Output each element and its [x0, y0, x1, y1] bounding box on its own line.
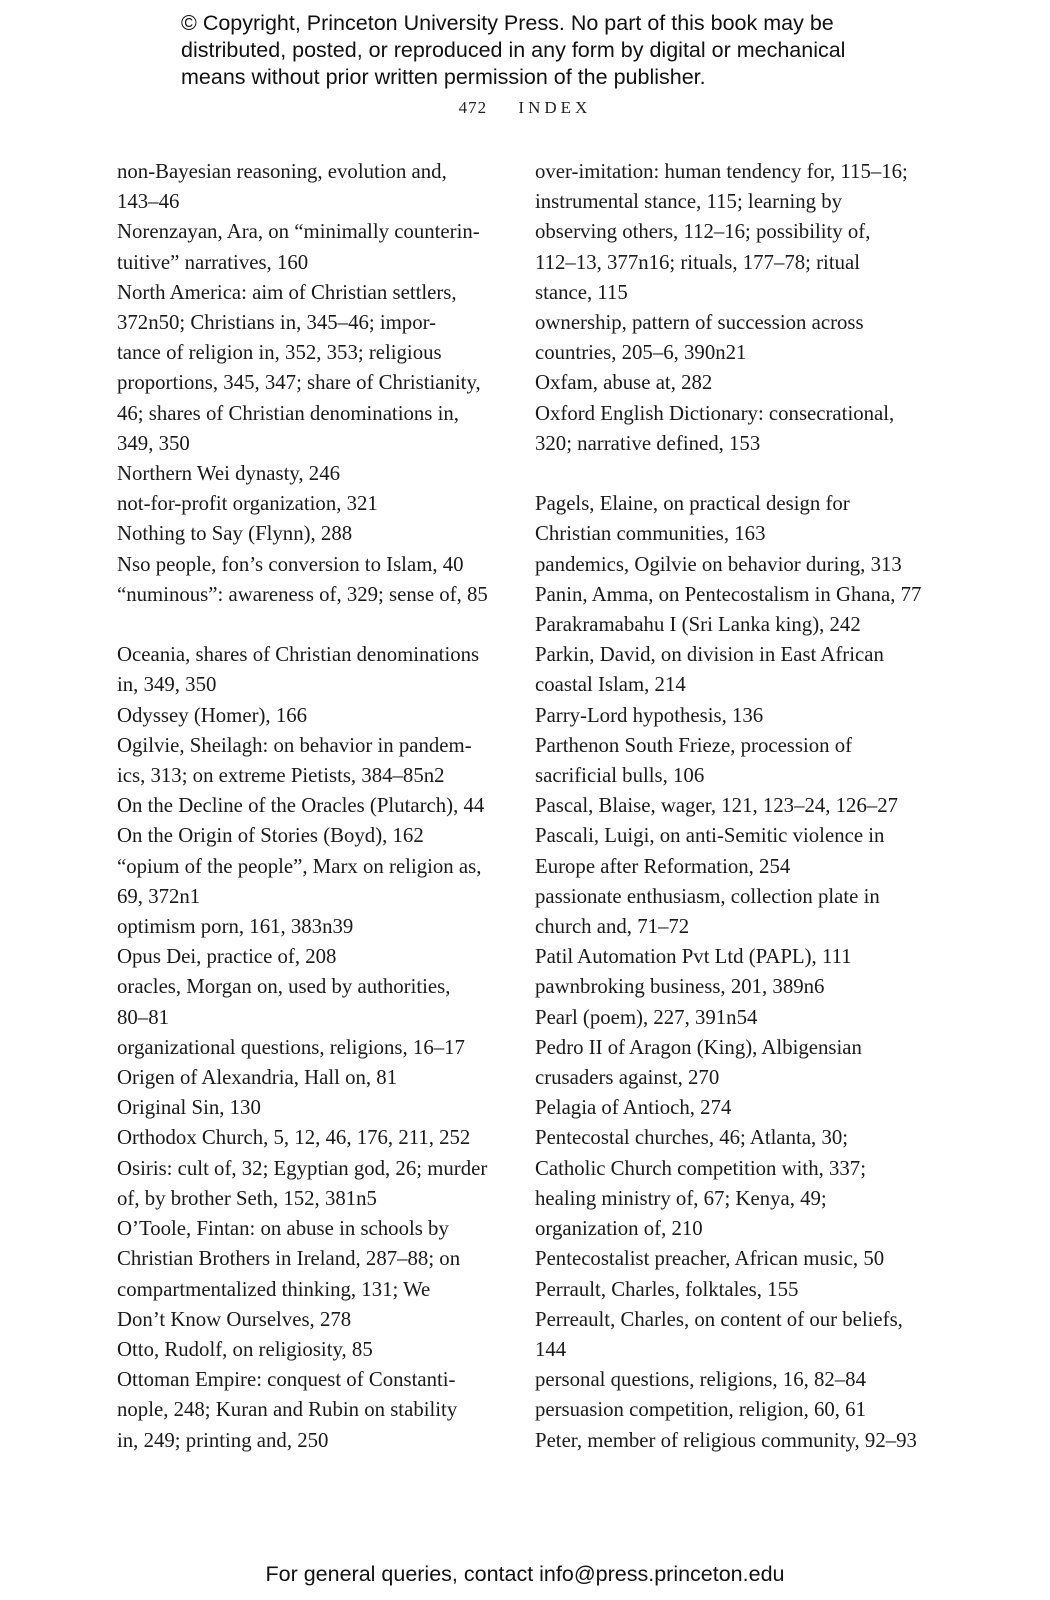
index-entry — [535, 1305, 930, 1365]
index-entry-line: 69, 372n1 — [117, 884, 201, 908]
copyright-line: distributed, posted, or reproduced in any form by digital or mechanical — [181, 38, 846, 62]
index-entry-line: “opium of the people”, Marx on religion as, — [117, 854, 482, 878]
index-entry — [535, 489, 930, 549]
index-entry-line: Peter, member of religious community, 92–93 — [535, 1428, 917, 1452]
index-entry-line: Nso people, fon’s conversion to Islam, 40 — [117, 552, 464, 576]
index-entry-line: observing others, 112–16; possibility of, — [535, 220, 871, 244]
index-entry-line: 144 — [535, 1337, 567, 1361]
index-entry — [535, 1365, 930, 1395]
index-entry — [117, 278, 495, 459]
index-entry-line: passionate enthusiasm, collection plate in — [535, 884, 880, 908]
index-entry-line: Ogilvie, Sheilagh: on behavior in pandem- — [117, 733, 472, 757]
index-entry — [535, 882, 930, 942]
index-entry — [535, 942, 930, 972]
index-entry-line: Catholic Church competition with, 337; — [535, 1156, 866, 1180]
index-entry — [117, 1093, 495, 1123]
index-entry — [117, 1063, 495, 1093]
index-entry-line: Oxfam, abuse at, 282 — [535, 371, 713, 395]
index-entry — [117, 972, 495, 1032]
index-entry-line: Pedro II of Aragon (King), Albigensian — [535, 1035, 862, 1059]
index-entry-line: Osiris: cult of, 32; Egyptian god, 26; murder — [117, 1156, 488, 1180]
contact-footer: For general queries, contact info@press.princeton.edu — [265, 1562, 785, 1586]
index-entry — [117, 791, 495, 821]
index-entry — [117, 489, 495, 519]
index-entry — [535, 610, 930, 640]
index-entry-line: of, by brother Seth, 152, 381n5 — [117, 1186, 377, 1210]
index-entry-line: not-for-profit organization, 321 — [117, 492, 378, 516]
index-entry-line: healing ministry of, 67; Kenya, 49; — [535, 1186, 827, 1210]
index-entry-line: proportions, 345, 347; share of Christianity, — [117, 371, 481, 395]
index-entry-line: On the Origin of Stories (Boyd), 162 — [117, 824, 424, 848]
running-head — [0, 98, 1050, 118]
index-entry-line: Pentecostal churches, 46; Atlanta, 30; — [535, 1126, 849, 1150]
index-entry — [117, 217, 495, 277]
index-entry-line: personal questions, religions, 16, 82–84 — [535, 1368, 866, 1392]
index-entry — [117, 1335, 495, 1365]
index-entry-line: tuitive” narratives, 160 — [117, 250, 309, 274]
index-entry-line: Christian Brothers in Ireland, 287–88; on — [117, 1247, 461, 1271]
index-entry — [535, 791, 930, 821]
index-entry — [535, 1426, 930, 1456]
index-entry-line: Oceania, shares of Christian denominations — [117, 643, 480, 667]
index-entry-line: 80–81 — [117, 1005, 169, 1029]
index-entry-line: Oxford English Dictionary: consecrational, — [535, 401, 895, 425]
index-entry-line: countries, 205–6, 390n21 — [535, 341, 747, 365]
section-title: INDEX — [518, 98, 592, 117]
index-entry — [535, 1275, 930, 1305]
copyright-notice — [181, 10, 901, 91]
index-entry — [117, 519, 495, 549]
index-entry-line: 349, 350 — [117, 431, 190, 455]
index-entry-line: North America: aim of Christian settlers, — [117, 280, 457, 304]
index-entry-line: Europe after Reformation, 254 — [535, 854, 791, 878]
index-entry-line: tance of religion in, 352, 353; religious — [117, 341, 442, 365]
index-entry-line: Patil Automation Pvt Ltd (PAPL), 111 — [535, 945, 852, 969]
index-entry — [117, 1154, 495, 1214]
index-entry-line: persuasion competition, religion, 60, 61 — [535, 1398, 866, 1422]
index-entry-line: 112–13, 377n16; rituals, 177–78; ritual — [535, 250, 861, 274]
index-column-left — [117, 157, 495, 1456]
index-entry-line: Christian communities, 163 — [535, 522, 766, 546]
index-entry — [535, 640, 930, 700]
index-entry — [117, 550, 495, 580]
index-entry-line: 320; narrative defined, 153 — [535, 431, 761, 455]
index-entry — [535, 1033, 930, 1093]
index-entry-line: Parkin, David, on division in East African — [535, 643, 884, 667]
index-entry-line: Pelagia of Antioch, 274 — [535, 1096, 732, 1120]
index-entry — [117, 640, 495, 700]
index-entry-line: Pentecostalist preacher, African music, 50 — [535, 1247, 885, 1271]
copyright-line: © Copyright, Princeton University Press. No part of this book may be — [181, 11, 834, 35]
index-entry — [535, 399, 930, 459]
index-entry — [117, 459, 495, 489]
index-entry-line: optimism porn, 161, 383n39 — [117, 915, 354, 939]
index-entry — [535, 821, 930, 881]
index-entry-line: “numinous”: awareness of, 329; sense of, 85 — [117, 582, 488, 606]
index-entry — [117, 1214, 495, 1335]
index-entry — [535, 157, 930, 308]
index-entry-line: Don’t Know Ourselves, 278 — [117, 1307, 352, 1331]
index-entry-line: ownership, pattern of succession across — [535, 311, 864, 335]
index-entry-line: Parakramabahu I (Sri Lanka king), 242 — [535, 613, 861, 637]
index-entry-line: Original Sin, 130 — [117, 1096, 261, 1120]
index-entry — [535, 1123, 930, 1244]
index-entry — [117, 580, 495, 610]
copyright-line: means without prior written permission of the publisher. — [181, 65, 706, 89]
index-entry-line: organization of, 210 — [535, 1217, 703, 1241]
index-entry — [535, 1003, 930, 1033]
index-entry-line: Ottoman Empire: conquest of Constanti- — [117, 1368, 456, 1392]
index-entry-line: crusaders against, 270 — [535, 1066, 720, 1090]
index-entry-line: Orthodox Church, 5, 12, 46, 176, 211, 252 — [117, 1126, 471, 1150]
index-entry-line: Parthenon South Frieze, procession of — [535, 733, 853, 757]
index-entry — [535, 1093, 930, 1123]
index-entry — [117, 942, 495, 972]
index-entry — [535, 550, 930, 580]
index-entry-line: nople, 248; Kuran and Rubin on stability — [117, 1398, 458, 1422]
index-entry-line: Panin, Amma, on Pentecostalism in Ghana, 77 — [535, 582, 922, 606]
index-column-right — [535, 157, 930, 1456]
letter-group-gap — [535, 459, 930, 489]
letter-group-gap — [117, 610, 495, 640]
index-entry — [535, 701, 930, 731]
index-entry-line: oracles, Morgan on, used by authorities, — [117, 975, 451, 999]
index-entry-line: over-imitation: human tendency for, 115–16; — [535, 160, 908, 183]
index-entry-line: coastal Islam, 214 — [535, 673, 686, 697]
index-entry — [117, 912, 495, 942]
index-entry — [117, 1365, 495, 1456]
index-entry-line: non-Bayesian reasoning, evolution and, — [117, 160, 447, 183]
page-number: 472 — [458, 98, 488, 117]
index-entry-line: in, 249; printing and, 250 — [117, 1428, 329, 1452]
index-entry-line: stance, 115 — [535, 280, 628, 304]
index-entry-line: organizational questions, religions, 16–17 — [117, 1035, 465, 1059]
index-entry-line: compartmentalized thinking, 131; We — [117, 1277, 431, 1301]
index-entry-line: Pearl (poem), 227, 391n54 — [535, 1005, 758, 1029]
index-entry-line: Pascali, Luigi, on anti-Semitic violence in — [535, 824, 885, 848]
index-entry-line: 372n50; Christians in, 345–46; impor- — [117, 311, 437, 335]
index-entry-line: Norenzayan, Ara, on “minimally counterin- — [117, 220, 480, 244]
index-entry — [535, 368, 930, 398]
index-entry-line: Perreault, Charles, on content of our beliefs, — [535, 1307, 903, 1331]
index-entry-line: O’Toole, Fintan: on abuse in schools by — [117, 1217, 449, 1241]
index-entry-line: pandemics, Ogilvie on behavior during, 313 — [535, 552, 902, 576]
index-entry — [535, 1395, 930, 1425]
index-entry-line: Otto, Rudolf, on religiosity, 85 — [117, 1337, 373, 1361]
index-entry-line: Perrault, Charles, folktales, 155 — [535, 1277, 799, 1301]
index-entry — [117, 852, 495, 912]
index-entry — [117, 1033, 495, 1063]
index-entry-line: pawnbroking business, 201, 389n6 — [535, 975, 825, 999]
index-entry-line: sacrificial bulls, 106 — [535, 764, 705, 788]
index-entry-line: church and, 71–72 — [535, 915, 690, 939]
index-entry — [117, 821, 495, 851]
index-entry-line: Nothing to Say (Flynn), 288 — [117, 522, 353, 546]
index-entry-line: 143–46 — [117, 190, 180, 214]
index-entry-line: Opus Dei, practice of, 208 — [117, 945, 337, 969]
index-entry-line: Pagels, Elaine, on practical design for — [535, 492, 850, 516]
index-entry — [535, 580, 930, 610]
index-entry-line: 46; shares of Christian denominations in, — [117, 401, 459, 425]
index-entry — [535, 308, 930, 368]
index-entry — [535, 972, 930, 1002]
index-entry-line: ics, 313; on extreme Pietists, 384–85n2 — [117, 764, 445, 788]
index-entry — [117, 1123, 495, 1153]
index-entry — [117, 731, 495, 791]
index-entry-line: Parry-Lord hypothesis, 136 — [535, 703, 764, 727]
index-entry — [535, 1244, 930, 1274]
index-entry-line: On the Decline of the Oracles (Plutarch), 44 — [117, 794, 485, 818]
index-entry-line: in, 349, 350 — [117, 673, 217, 697]
index-entry-line: Northern Wei dynasty, 246 — [117, 462, 341, 486]
index-entry — [117, 701, 495, 731]
index-entry-line: Odyssey (Homer), 166 — [117, 703, 308, 727]
index-entry-line: Pascal, Blaise, wager, 121, 123–24, 126–27 — [535, 794, 899, 818]
index-entry — [117, 157, 495, 217]
index-entry — [535, 731, 930, 791]
index-entry-line: instrumental stance, 115; learning by — [535, 190, 843, 214]
index-entry-line: Origen of Alexandria, Hall on, 81 — [117, 1066, 398, 1090]
